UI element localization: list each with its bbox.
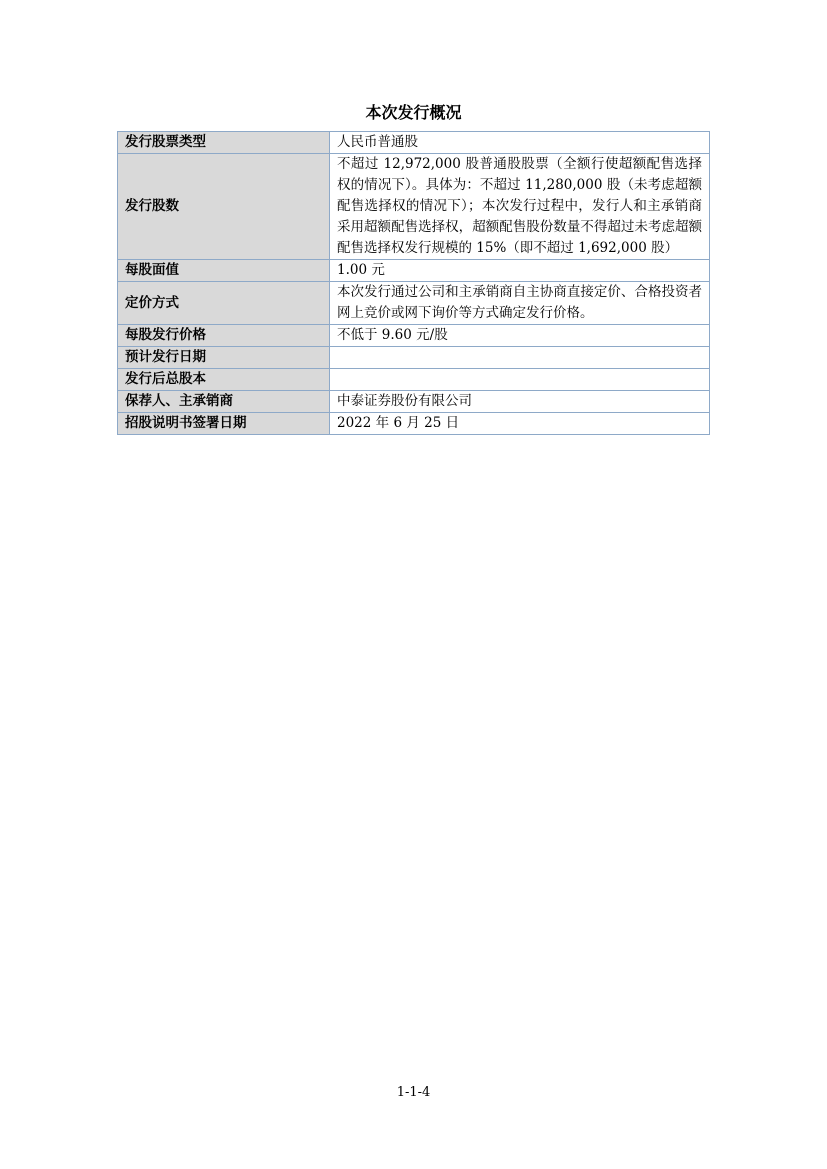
row-label-par-value: 每股面值 (118, 260, 330, 282)
table-row (118, 391, 710, 413)
row-label-total-shares: 发行后总股本 (118, 369, 330, 391)
page-number: 1-1-4 (396, 1085, 431, 1100)
row-value-share-count: 不超过 12,972,000 股普通股股票（全额行使超额配售选择权的情况下）。具体为：不超过 11,280,000 股（未考虑超额配售选择权的情况下）；本次发行过程中，发行人和主承销商采用超额配售选择权，超额配售股份数量不得超过未考虑超额配售选择权发行规模的 15%（即不超过 1,692,000 股） (330, 154, 710, 260)
table-row (118, 325, 710, 347)
row-value-sponsor: 中泰证券股份有限公司 (330, 391, 710, 413)
row-value-issue-date (330, 347, 710, 369)
row-value-total-shares (330, 369, 710, 391)
row-label-stock-type: 发行股票类型 (118, 132, 330, 154)
row-value-signing-date: 2022 年 6 月 25 日 (330, 413, 710, 435)
row-value-issue-price: 不低于 9.60 元/股 (330, 325, 710, 347)
row-label-signing-date: 招股说明书签署日期 (118, 413, 330, 435)
row-label-issue-price: 每股发行价格 (118, 325, 330, 347)
table-row (118, 369, 710, 391)
row-label-pricing-method: 定价方式 (118, 282, 330, 325)
offering-overview-table (117, 131, 710, 435)
table-row (118, 260, 710, 282)
row-label-share-count: 发行股数 (118, 154, 330, 260)
table-row (118, 154, 710, 260)
row-value-par-value: 1.00 元 (330, 260, 710, 282)
row-label-sponsor: 保荐人、主承销商 (118, 391, 330, 413)
table-row (118, 413, 710, 435)
row-value-stock-type: 人民币普通股 (330, 132, 710, 154)
table-row (118, 347, 710, 369)
row-value-pricing-method: 本次发行通过公司和主承销商自主协商直接定价、合格投资者网上竞价或网下询价等方式确定发行价格。 (330, 282, 710, 325)
document-title: 本次发行概况 (365, 103, 462, 122)
table-row (118, 132, 710, 154)
table-row (118, 282, 710, 325)
row-label-issue-date: 预计发行日期 (118, 347, 330, 369)
